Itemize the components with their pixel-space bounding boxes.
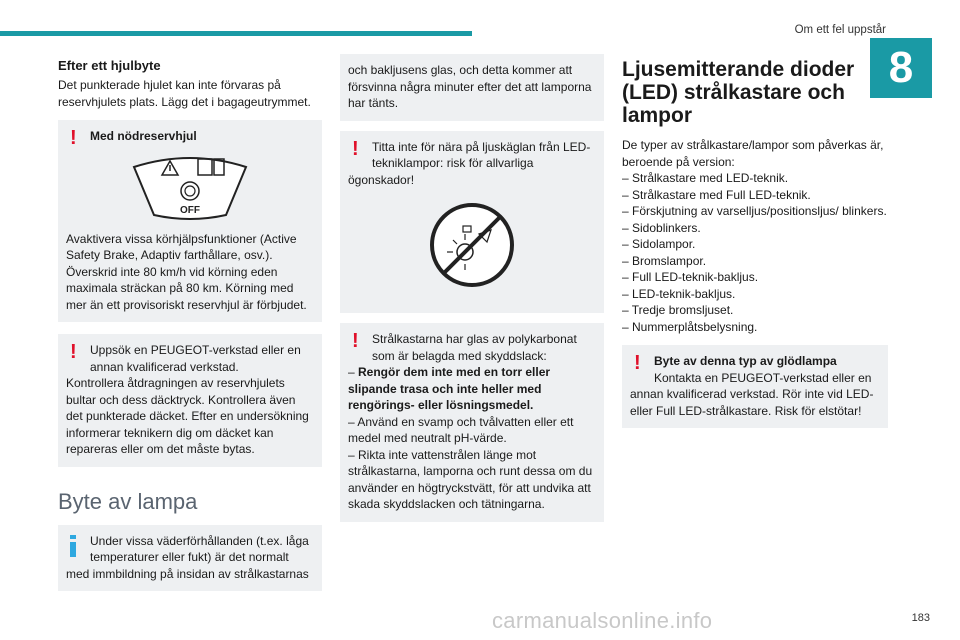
column-left xyxy=(58,58,322,591)
list-item: – Full LED-teknik-bakljus. xyxy=(622,270,759,284)
led-warning-illustration xyxy=(348,200,596,290)
chapter-title: Om ett fel uppstår xyxy=(794,24,886,36)
warning-box-workshop xyxy=(58,334,322,467)
warning-item-2: – Använd en svamp och tvålvatten eller ett medel med neutralt pH-värde. xyxy=(348,414,574,445)
heading-led-lamps: Ljusemitterande dioder (LED) strålkastare och lampor xyxy=(622,58,855,127)
warning-text: annan kvalificerad verkstad. Rör inte vid LED- eller Full LED-strålkastare. Risk för elstötar! xyxy=(630,387,874,418)
warning-lead: Titta inte för nära på ljuskäglan från LED-tekniklampor: risk för allvarliga xyxy=(372,139,591,170)
warning-icon: ! xyxy=(70,341,77,363)
warning-box-spare-wheel xyxy=(58,120,322,322)
heading-after-wheel-change: Efter ett hjulbyte xyxy=(58,58,161,73)
info-box-condensation xyxy=(58,525,322,592)
lamp-type-list xyxy=(622,170,888,335)
warning-bold-text: Rengör dem inte med en torr eller slipande trasa och inte heller med rengörings- eller lösningsmedel. xyxy=(348,365,551,412)
warning-box-polycarbonate xyxy=(340,323,604,522)
info-lead: Under vissa väderförhållanden (t.ex. låga temperaturer eller fukt) är det normalt xyxy=(90,533,309,564)
list-item: – Strålkastare med Full LED-teknik. xyxy=(622,187,811,202)
warning-title: Byte av denna typ av glödlampa xyxy=(654,354,837,368)
warning-box-led-eye xyxy=(340,131,604,314)
watermark: carmanualsonline.info xyxy=(492,608,713,633)
warning-text: ögonskador! xyxy=(348,172,415,187)
warning-text: Kontrollera åtdragningen av reservhjulets bultar och dess däcktryck. Kontrollera även det punkterade däcket. Efter en undersökning informerar teknikern dig om däcket kan repareras eller om det måste bytas. xyxy=(66,376,309,456)
list-item: – Tredje bromsljuset. xyxy=(622,303,734,317)
warning-icon: ! xyxy=(352,330,359,352)
warning-icon: ! xyxy=(70,127,77,149)
column-middle xyxy=(340,54,604,522)
warning-box-led-replacement xyxy=(622,345,888,428)
info-icon xyxy=(70,535,76,557)
column-right xyxy=(622,54,888,428)
list-item: – Nummerplåtsbelysning. xyxy=(622,319,758,334)
warning-lead: Uppsök en PEUGEOT-verkstad eller en annan kvalificerad verkstad. xyxy=(90,343,301,374)
warning-lead: Strålkastarna har glas av polykarbonat som är belagda med skyddslack: xyxy=(372,332,577,363)
svg-text:OFF: OFF xyxy=(180,204,200,216)
warning-title: Med nödreservhjul xyxy=(90,129,197,143)
chapter-number-badge: 8 xyxy=(870,38,932,98)
list-item: – LED-teknik-bakljus. xyxy=(622,286,736,301)
paragraph-intro: De typer av strålkastare/lampor som påverkas är, beroende på version: xyxy=(622,138,884,169)
list-item: – Sidoblinkers. xyxy=(622,220,701,235)
no-look-led-icon xyxy=(427,200,517,290)
warning-item-1: – Rengör dem inte med en torr eller slipande trasa och inte heller med rengörings- eller lösningsmedel. xyxy=(348,365,551,412)
header-accent-bar xyxy=(0,31,472,36)
paragraph-wheel-storage: Det punkterade hjulet kan inte förvaras på reservhjulets plats. Lägg det i bagageutrymmet. xyxy=(58,78,311,109)
warning-item-3: – Rikta inte vattenstrålen länge mot strålkastarna, lamporna och runt dessa om du använder en högtryckstvätt, för att undvika att skada skyddslacken och tätningarna. xyxy=(348,447,593,511)
info-text: med immbildning på insidan av strålkastarnas xyxy=(66,566,309,581)
warning-lead: Kontakta en PEUGEOT-verkstad eller en xyxy=(654,370,872,385)
warning-text: Avaktivera vissa körhjälpsfunktioner (Active Safety Brake, Adaptiv farthållare, osv.). Överskrid inte 80 km/h vid körning eden maximala sträckan på 80 km. Körning med mer än ett provisoriskt reservhjul är förbjudet. xyxy=(66,231,307,312)
section-heading-lamp-change: Byte av lampa xyxy=(58,488,198,514)
warning-icon: ! xyxy=(352,137,359,160)
list-item: – Bromslampor. xyxy=(622,253,707,268)
list-item: – Sidolampor. xyxy=(622,237,696,251)
safety-brake-off-icon xyxy=(130,153,250,221)
warning-icon: ! xyxy=(634,352,641,374)
list-item: – Förskjutning av varselljus/positionsljus/ blinkers. xyxy=(622,204,887,218)
info-box-continued xyxy=(340,54,604,121)
dashboard-illustration xyxy=(66,153,314,221)
list-item: – Strålkastare med LED-teknik. xyxy=(622,171,789,185)
info-text-continued: och bakljusens glas, och detta kommer att försvinna några minuter efter det att lamporna har tänts. xyxy=(348,63,592,110)
page-number: 183 xyxy=(911,612,930,624)
